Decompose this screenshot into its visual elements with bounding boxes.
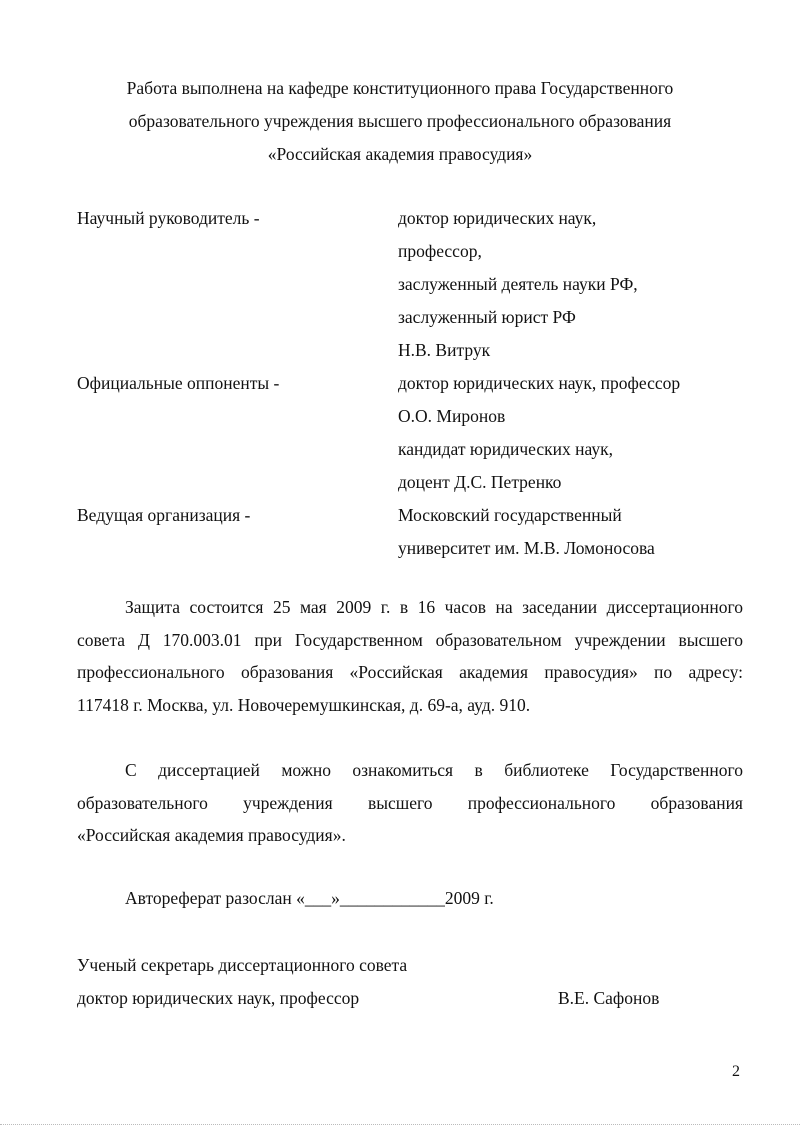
paragraph-line: совета Д 170.003.01 при Государственном образовательном учреждении высшего — [77, 629, 743, 650]
secretary-degree-line — [77, 982, 717, 1015]
secretary-degree: доктор юридических наук, профессор — [77, 988, 360, 1008]
paragraph-line: образовательного учреждения высшего профессионального образования — [77, 792, 743, 813]
info-row — [77, 466, 757, 499]
info-row — [77, 301, 757, 334]
info-table — [77, 202, 757, 565]
info-row — [77, 334, 757, 367]
paragraph-line: Защита состоится 25 мая 2009 г. в 16 часов на заседании диссертационного — [125, 597, 743, 617]
info-value: кандидат юридических наук, — [398, 439, 613, 459]
info-value: доцент Д.С. Петренко — [398, 472, 562, 492]
info-row — [77, 235, 757, 268]
info-row — [77, 433, 757, 466]
info-value: доктор юридических наук, профессор — [398, 373, 681, 393]
paragraph-line: «Российская академия правосудия». — [77, 825, 346, 845]
header-line: Работа выполнена на кафедре конституционного права Государственного — [126, 78, 674, 98]
info-value: университет им. М.В. Ломоносова — [398, 538, 655, 558]
info-row — [77, 268, 757, 301]
info-label: Официальные оппоненты - — [77, 373, 280, 393]
bottom-edge-rule — [0, 1124, 800, 1125]
info-value: Н.В. Витрук — [398, 340, 491, 360]
header-block — [0, 72, 800, 171]
info-value: доктор юридических наук, — [398, 208, 597, 228]
library-paragraph — [77, 754, 743, 852]
info-row — [77, 532, 757, 565]
header-line: образовательного учреждения высшего профессионального образования — [128, 111, 672, 131]
secretary-title-line — [77, 949, 717, 982]
info-row — [77, 400, 757, 433]
abstract-sent-line: Автореферат разослан «___»____________2009 г. — [125, 888, 494, 908]
info-label: Научный руководитель - — [77, 208, 260, 228]
paragraph-line: С диссертацией можно ознакомиться в библиотеке Государственного — [125, 760, 743, 780]
header-line: «Российская академия правосудия» — [267, 144, 533, 164]
info-row — [77, 202, 757, 235]
info-value: заслуженный юрист РФ — [398, 307, 576, 327]
info-row — [77, 367, 757, 400]
paragraph-line: профессионального образования «Российская академия правосудия» по адресу: — [77, 662, 743, 682]
info-row — [77, 499, 757, 532]
secretary-block — [77, 949, 717, 1015]
secretary-name: В.Е. Сафонов — [558, 988, 660, 1008]
info-value: заслуженный деятель науки РФ, — [398, 274, 638, 294]
paragraph-line: 117418 г. Москва, ул. Новочеремушкинская, д. 69-а, ауд. 910. — [77, 694, 531, 715]
info-value: Московский государственный — [398, 505, 622, 525]
info-label: Ведущая организация - — [77, 505, 251, 525]
defense-paragraph — [77, 591, 743, 721]
page-number: 2 — [732, 1063, 740, 1080]
info-value: профессор, — [398, 241, 482, 261]
info-value: О.О. Миронов — [398, 406, 506, 426]
secretary-title: Ученый секретарь диссертационного совета — [77, 955, 408, 975]
